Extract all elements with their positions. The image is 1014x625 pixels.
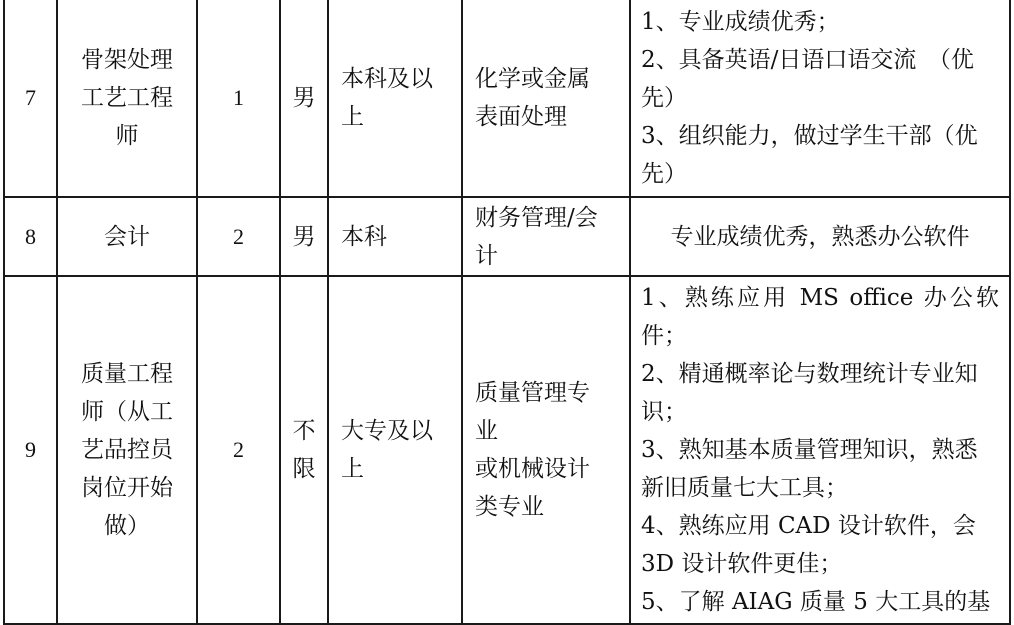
requirement-line: 先） bbox=[641, 161, 687, 187]
requirement-line: 1、熟练应用 MS office 办公软件； bbox=[641, 285, 999, 349]
major-line: 业 bbox=[475, 418, 498, 444]
major-line: 财务管理/会 bbox=[475, 204, 598, 231]
major-line: 或机械设计 bbox=[475, 456, 590, 482]
requirement-line: 3、组织能力，做过学生干部（优 bbox=[641, 123, 978, 149]
table-row bbox=[4, 276, 1010, 624]
headcount: 1 bbox=[197, 0, 280, 197]
requirement-line: 4、熟练应用 CAD 设计软件，会 bbox=[641, 513, 976, 539]
major bbox=[462, 197, 630, 276]
job-requirements-table bbox=[3, 0, 1011, 625]
gender-line: 男 bbox=[292, 85, 316, 111]
education-line: 大专及以 bbox=[341, 418, 433, 444]
position-name bbox=[57, 197, 197, 276]
education-line: 本科 bbox=[341, 223, 387, 250]
position-line: 师 bbox=[115, 123, 139, 149]
headcount: 2 bbox=[197, 197, 280, 276]
position-line: 师（从工 bbox=[81, 399, 173, 425]
major-line: 表面处理 bbox=[475, 104, 567, 130]
row-number: 7 bbox=[4, 0, 57, 197]
requirement-line: 新旧质量七大工具； bbox=[641, 475, 848, 501]
major bbox=[462, 0, 630, 197]
education-line: 上 bbox=[341, 104, 364, 130]
position-line: 岗位开始 bbox=[81, 475, 173, 501]
gender-line: 限 bbox=[292, 456, 316, 482]
major-line: 计 bbox=[475, 242, 498, 269]
position-name bbox=[57, 0, 197, 197]
major-line: 质量管理专 bbox=[475, 380, 590, 406]
gender-line: 不 bbox=[292, 418, 316, 444]
requirements bbox=[630, 0, 1010, 197]
gender bbox=[280, 0, 328, 197]
position-line: 骨架处理 bbox=[81, 47, 173, 73]
row-number: 9 bbox=[4, 276, 57, 624]
requirement-line: 3、熟知基本质量管理知识，熟悉 bbox=[641, 437, 978, 463]
headcount: 2 bbox=[197, 276, 280, 624]
requirement-line: 2、具备英语/日语口语交流 （优 bbox=[641, 47, 974, 73]
major-line: 化学或金属 bbox=[475, 66, 590, 92]
major bbox=[462, 276, 630, 624]
requirement-line: 1、专业成绩优秀； bbox=[641, 9, 840, 35]
education-line: 上 bbox=[341, 456, 364, 482]
row-number: 8 bbox=[4, 197, 57, 276]
education bbox=[328, 197, 462, 276]
requirements bbox=[630, 197, 1010, 276]
education-line: 本科及以 bbox=[341, 66, 433, 92]
table-row bbox=[4, 0, 1010, 197]
requirement-line: 专业成绩优秀，熟悉办公软件 bbox=[670, 223, 970, 250]
requirement-line: 2、精通概率论与数理统计专业知 bbox=[641, 361, 978, 387]
position-line: 工艺工程 bbox=[81, 85, 173, 111]
education bbox=[328, 276, 462, 624]
requirement-line: 识； bbox=[641, 399, 687, 425]
position-name bbox=[57, 276, 197, 624]
gender-line: 男 bbox=[292, 223, 316, 250]
requirement-line: 3D 设计软件更佳； bbox=[641, 551, 843, 577]
position-line: 艺品控员 bbox=[81, 437, 173, 463]
position-line: 做） bbox=[104, 513, 150, 539]
requirement-line: 5、了解 AIAG 质量 5 大工具的基 bbox=[641, 589, 991, 615]
requirement-line: 先） bbox=[641, 85, 687, 111]
major-line: 类专业 bbox=[475, 494, 544, 520]
position-line: 质量工程 bbox=[81, 361, 173, 387]
table-row bbox=[4, 197, 1010, 276]
gender bbox=[280, 276, 328, 624]
education bbox=[328, 0, 462, 197]
gender bbox=[280, 197, 328, 276]
position-line: 会计 bbox=[104, 223, 150, 250]
requirements bbox=[630, 276, 1010, 624]
